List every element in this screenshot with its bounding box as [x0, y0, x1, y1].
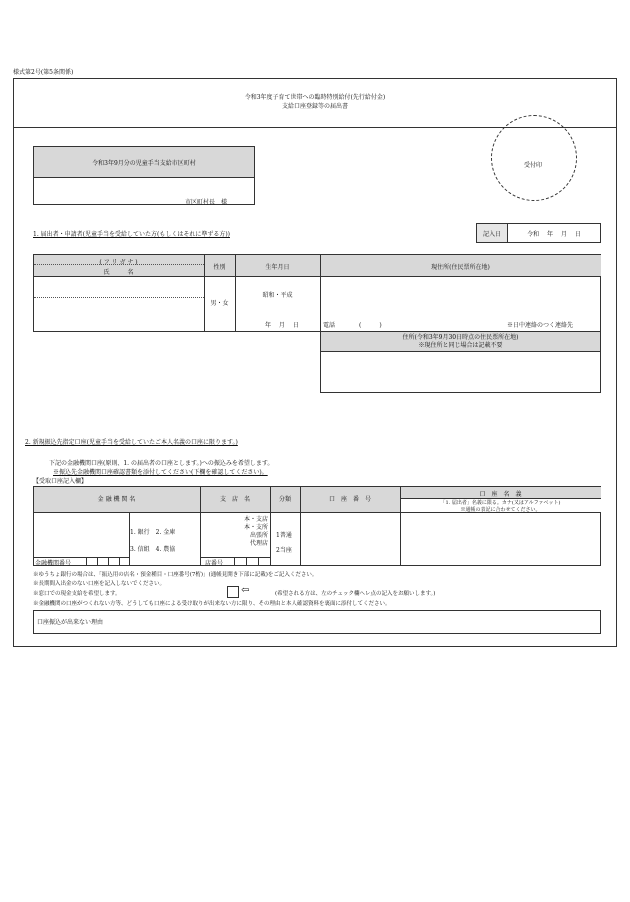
reception-stamp-circle — [491, 115, 577, 201]
furigana-header: ( フ リ ガ ナ ) — [99, 259, 138, 266]
branch-code-label: 店番号 — [205, 560, 224, 567]
phone-field[interactable]: 電話 ( ) — [323, 322, 382, 329]
birth-ymd[interactable]: 年 月 日 — [265, 322, 299, 329]
branch-type-shuchojo: 出張所 — [249, 532, 268, 539]
col-type-header: 分類 — [278, 496, 291, 503]
phone-note: ※日中連絡のつく連絡先 — [507, 322, 574, 329]
reason-label: 口座振込が出来ない理由 — [37, 619, 104, 626]
entry-date-value: 令和 年 月 日 — [527, 230, 581, 238]
birth-header: 生年月日 — [265, 264, 290, 271]
furigana-field[interactable] — [34, 277, 204, 297]
old-address-line1: 住所(令和3年9月30日時点の住民票所在地) — [402, 334, 519, 341]
branch-type-dairiten: 代理店 — [249, 540, 268, 547]
note-yucho: ※ゆうちょ銀行の場合は、「振込用の店名・預金種目・口座番号(7桁)」(通帳見開き下部に記載)をご記入ください。 — [33, 572, 318, 578]
mayor-label: 市区町村長 様 — [185, 199, 228, 206]
addressee-heading-text: 令和3年9月分の児童手当支給市区町村 — [92, 159, 196, 167]
col-branch-header: 支 店 名 — [219, 496, 250, 503]
name-header: 氏 名 — [103, 269, 134, 276]
account-box-label: 【受取口座記入欄】 — [33, 478, 88, 485]
entry-date-label-text: 記入日 — [482, 230, 501, 238]
note-cash-instruction: (希望される方は、左のチェック欄へレ点の記入をお願いします。) — [275, 591, 436, 597]
bank-code-label: 金融機関番号 — [35, 560, 72, 567]
reception-stamp-label: 受付印 — [523, 162, 542, 169]
entry-date-label — [476, 223, 508, 243]
reason-field[interactable] — [33, 610, 601, 634]
col-holder-header: 口 座 名 義 — [479, 491, 522, 498]
section1-title: 1. 届出者・申請者(児童手当を受給していた方(もしくはそれに準ずる方)) — [33, 231, 230, 238]
col-account-header: 口 座 番 号 — [328, 496, 371, 503]
gender-header: 性別 — [213, 264, 226, 271]
branch-types[interactable] — [233, 516, 268, 548]
note-dormant: ※長期間入出金のない口座を記入しないでください。 — [33, 581, 166, 587]
name-field[interactable] — [34, 298, 204, 331]
acct-type-toza[interactable]: 2当座 — [276, 547, 292, 554]
form-title-line2: 支給口座登録等の届出書 — [281, 103, 348, 110]
note-no-account: ※金融機関の口座がつくれない方等、どうしても口座による受け取りが出来ない方に限り、その理由と本人確認資料を裏面に添付してください。 — [33, 601, 391, 607]
old-address-field[interactable] — [320, 351, 601, 393]
section2-desc1: 下記の金融機関口座(原則、1. の届出者の口座とします。)への振込みを希望します。 — [49, 460, 274, 467]
holder-note2: ※通帳の表記に合わせてください。 — [460, 507, 541, 513]
branch-type-honshiten: 本・支店 — [243, 516, 268, 523]
note-cash: ※窓口での現金支給を希望します。 — [33, 591, 121, 597]
section2-title: 2. 新規振込先指定口座(児童手当を受給していたご本人名義の口座に限ります。) — [25, 439, 238, 446]
gender-field[interactable]: 男・女 — [210, 300, 229, 307]
old-address-line2: ※現住所と同じ場合は記載不要 — [418, 342, 503, 349]
acct-type-futsu[interactable]: 1普通 — [276, 532, 292, 539]
arrow-left-icon: ⇦ — [241, 585, 250, 596]
form-number: 様式第2号(第5条関係) — [13, 69, 74, 76]
bank-types-1[interactable]: 1. 銀行 2. 金庫 — [130, 529, 176, 536]
addressee-heading — [33, 146, 255, 178]
branch-type-honshisho: 本・支所 — [243, 524, 268, 531]
form-title-line1: 令和3年度子育て世帯への臨時特別給付(先行給付金) — [244, 94, 386, 101]
account-holder-field[interactable] — [401, 513, 601, 565]
bank-types-2[interactable]: 3. 信組 4. 農協 — [130, 546, 176, 553]
bank-name-field[interactable] — [34, 513, 129, 557]
account-number-field[interactable] — [301, 513, 400, 565]
cash-checkbox[interactable] — [227, 586, 239, 598]
entry-date-field[interactable] — [507, 223, 601, 243]
col-bank-header: 金 融 機 関 名 — [97, 496, 136, 503]
address-header: 現住所(住民票所在地) — [431, 264, 490, 271]
holder-note1: 「1. 届出者」名義に限る。カナ(又はアルファベット) — [440, 500, 561, 506]
section2-desc2: ※振込先金融機関口座確認書類を添付してください(下欄を確認してください)。 — [53, 469, 268, 476]
birth-era[interactable]: 昭和・平成 — [262, 292, 293, 299]
